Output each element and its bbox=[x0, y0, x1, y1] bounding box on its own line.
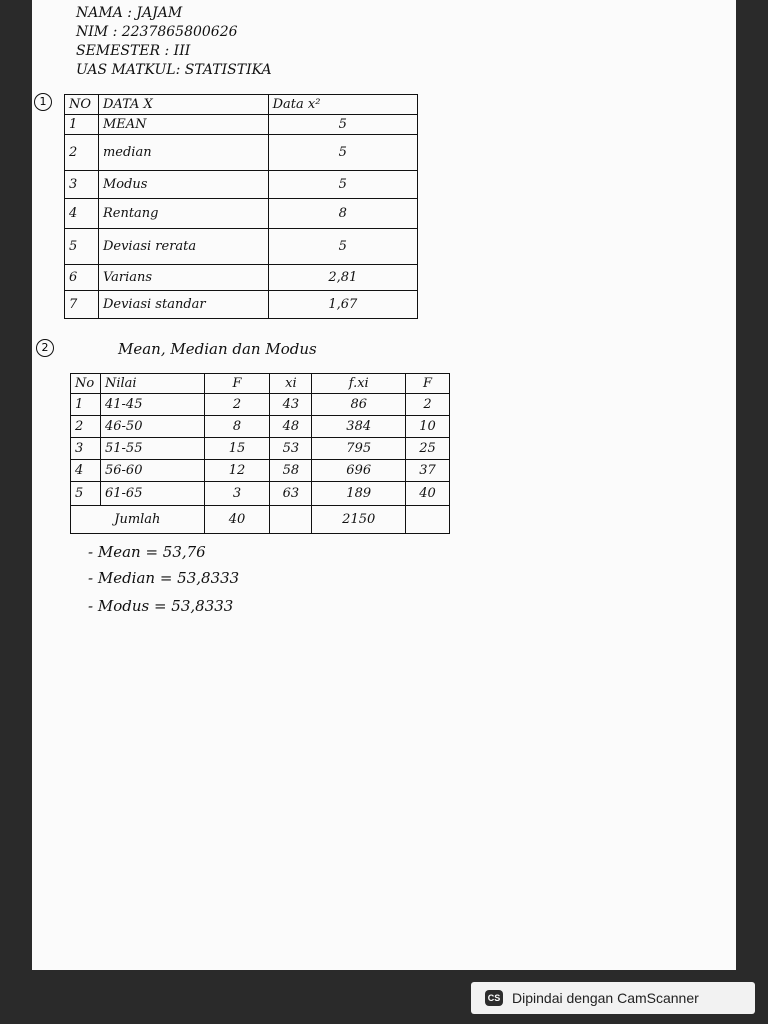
q2-cell-fxi: 384 bbox=[312, 416, 406, 438]
q1-cell-value: 5 bbox=[268, 229, 417, 265]
table-row bbox=[65, 229, 418, 265]
q1-cell-label: median bbox=[98, 135, 268, 171]
q2-header-xi: xi bbox=[270, 374, 312, 394]
q1-table bbox=[64, 94, 418, 319]
q2-cell-no: 3 bbox=[71, 438, 101, 460]
q1-cell-no: 1 bbox=[65, 115, 99, 135]
q2-cell-nilai: 41-45 bbox=[100, 394, 204, 416]
q2-cell-cumulative: 25 bbox=[406, 438, 450, 460]
q2-cell-xi: 53 bbox=[270, 438, 312, 460]
q2-header-f: F bbox=[204, 374, 270, 394]
result-median: - Median = 53,8333 bbox=[88, 569, 240, 587]
q1-cell-value: 1,67 bbox=[268, 291, 417, 319]
q1-cell-label: Deviasi standar bbox=[98, 291, 268, 319]
q2-header-nilai: Nilai bbox=[100, 374, 204, 394]
camscanner-logo-icon: CS bbox=[485, 990, 503, 1006]
q2-header-fxi: f.xi bbox=[312, 374, 406, 394]
q2-cell-f: 3 bbox=[204, 482, 270, 506]
q2-cell-no: 5 bbox=[71, 482, 101, 506]
q1-cell-label: Deviasi rerata bbox=[98, 229, 268, 265]
q2-cell-cumulative: 2 bbox=[406, 394, 450, 416]
q2-total-fxi: 2150 bbox=[312, 506, 406, 534]
q2-cell-f: 2 bbox=[204, 394, 270, 416]
q1-cell-no: 6 bbox=[65, 265, 99, 291]
q2-cell-xi: 63 bbox=[270, 482, 312, 506]
q2-total-f: 40 bbox=[204, 506, 270, 534]
q1-cell-value: 5 bbox=[268, 171, 417, 199]
q2-cell-nilai: 46-50 bbox=[100, 416, 204, 438]
exam-line: UAS MATKUL: STATISTIKA bbox=[76, 62, 272, 78]
q1-header-value: Data x² bbox=[268, 95, 417, 115]
q2-cell-xi: 43 bbox=[270, 394, 312, 416]
camscanner-watermark bbox=[471, 982, 755, 1014]
result-mean: - Mean = 53,76 bbox=[88, 543, 206, 561]
q2-cell-f: 15 bbox=[204, 438, 270, 460]
table-row bbox=[65, 291, 418, 319]
q2-cell-no: 4 bbox=[71, 460, 101, 482]
q2-cell-cumulative: 37 bbox=[406, 460, 450, 482]
nim-line: NIM : 2237865800626 bbox=[76, 24, 238, 40]
q2-cell-xi: 48 bbox=[270, 416, 312, 438]
q1-cell-no: 3 bbox=[65, 171, 99, 199]
q1-cell-no: 4 bbox=[65, 199, 99, 229]
table-row bbox=[65, 135, 418, 171]
q2-table bbox=[70, 373, 450, 534]
semester-line: SEMESTER : III bbox=[76, 43, 191, 59]
q2-cell-fxi: 189 bbox=[312, 482, 406, 506]
q2-cell-f: 8 bbox=[204, 416, 270, 438]
table-row bbox=[71, 416, 450, 438]
q1-cell-no: 5 bbox=[65, 229, 99, 265]
q1-header-data: DATA X bbox=[98, 95, 268, 115]
q2-cell-xi: 58 bbox=[270, 460, 312, 482]
q1-cell-label: Rentang bbox=[98, 199, 268, 229]
q1-cell-label: Modus bbox=[98, 171, 268, 199]
q2-cell-f: 12 bbox=[204, 460, 270, 482]
q1-cell-no: 2 bbox=[65, 135, 99, 171]
q1-cell-value: 5 bbox=[268, 115, 417, 135]
q2-cell-fxi: 696 bbox=[312, 460, 406, 482]
q1-cell-value: 8 bbox=[268, 199, 417, 229]
q2-header-row bbox=[71, 374, 450, 394]
table-row bbox=[71, 438, 450, 460]
q2-cell-cumulative: 40 bbox=[406, 482, 450, 506]
camscanner-text: Dipindai dengan CamScanner bbox=[512, 990, 699, 1006]
table-row bbox=[65, 171, 418, 199]
table-row bbox=[65, 115, 418, 135]
q2-title: Mean, Median dan Modus bbox=[118, 340, 317, 358]
name-line: NAMA : JAJAM bbox=[76, 5, 183, 21]
question-1-number: 1 bbox=[34, 93, 52, 111]
table-row bbox=[65, 265, 418, 291]
table-row bbox=[71, 394, 450, 416]
q2-total-empty bbox=[270, 506, 312, 534]
q2-cell-nilai: 51-55 bbox=[100, 438, 204, 460]
q2-header-no: No bbox=[71, 374, 101, 394]
q2-cell-nilai: 56-60 bbox=[100, 460, 204, 482]
result-modus: - Modus = 53,8333 bbox=[88, 597, 234, 615]
q2-cell-no: 2 bbox=[71, 416, 101, 438]
q1-cell-label: MEAN bbox=[98, 115, 268, 135]
q2-cell-cumulative: 10 bbox=[406, 416, 450, 438]
q2-cell-no: 1 bbox=[71, 394, 101, 416]
q1-cell-value: 5 bbox=[268, 135, 417, 171]
q2-header-cumulative: F bbox=[406, 374, 450, 394]
q1-cell-value: 2,81 bbox=[268, 265, 417, 291]
question-2-number: 2 bbox=[36, 339, 54, 357]
q1-cell-label: Varians bbox=[98, 265, 268, 291]
q1-header-no: NO bbox=[65, 95, 99, 115]
q2-cell-fxi: 795 bbox=[312, 438, 406, 460]
table-row bbox=[71, 460, 450, 482]
q2-total-empty bbox=[406, 506, 450, 534]
table-row bbox=[65, 199, 418, 229]
q2-cell-fxi: 86 bbox=[312, 394, 406, 416]
q2-total-row bbox=[71, 506, 450, 534]
q2-total-label: Jumlah bbox=[71, 506, 205, 534]
q1-header-row bbox=[65, 95, 418, 115]
q1-cell-no: 7 bbox=[65, 291, 99, 319]
q2-cell-nilai: 61-65 bbox=[100, 482, 204, 506]
table-row bbox=[71, 482, 450, 506]
